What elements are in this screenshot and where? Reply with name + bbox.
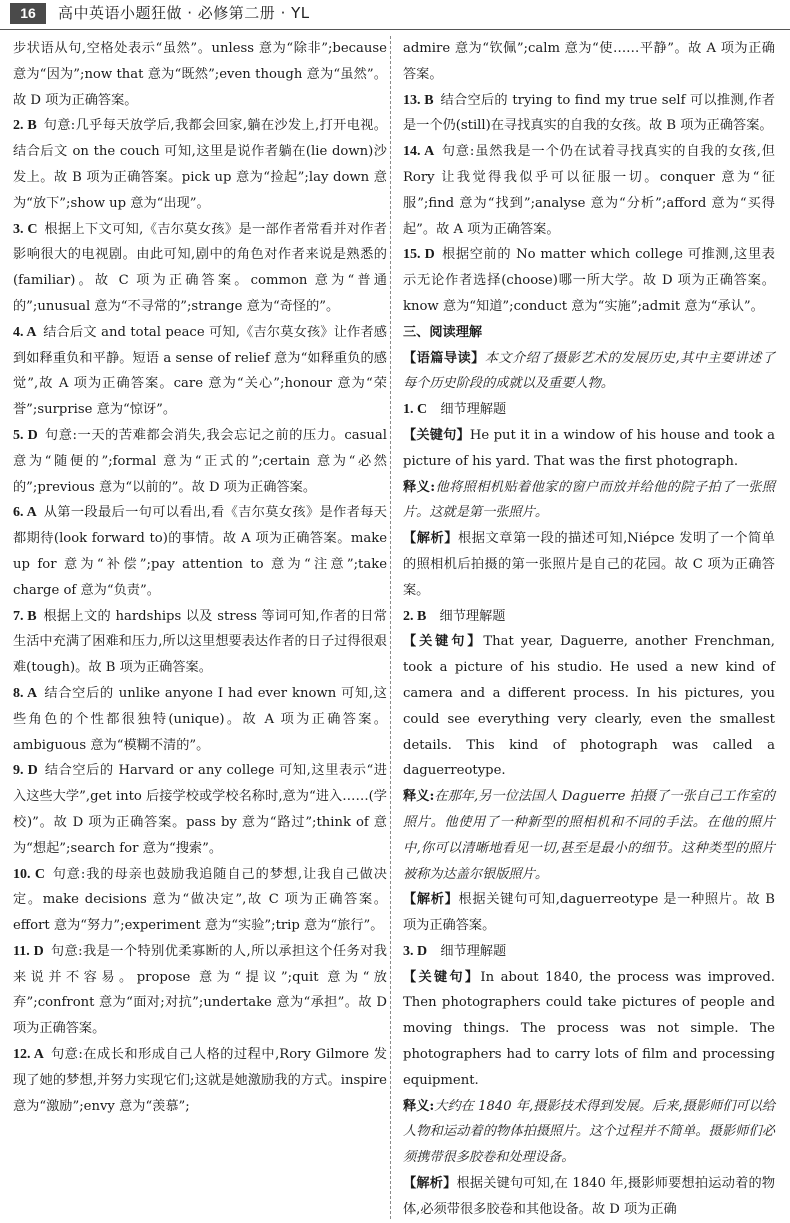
explanation-paragraph [403, 629, 775, 784]
answer-number: 4. A [13, 324, 37, 340]
column-divider [390, 36, 391, 1219]
answer-paragraph [13, 320, 387, 423]
answer-number: 3. C [13, 221, 38, 237]
answer-paragraph [403, 139, 775, 242]
answer-paragraph [13, 36, 387, 113]
answer-number: 6. A [13, 505, 37, 521]
right-column [403, 36, 775, 1223]
answer-paragraph [13, 862, 387, 939]
answer-paragraph [13, 1042, 387, 1119]
answer-text: 句意:几乎每天放学后,我都会回家,躺在沙发上,打开电视。结合后文 on the couch 可知,这里是说作者躺在(lie down)沙发上。故 B 项为正确答案。pick up 意为“捡起”;lay down 意为“放下”;show up 意为“出现”。 [13, 118, 387, 211]
answer-paragraph [13, 939, 387, 1042]
answer-text: admire 意为“钦佩”;calm 意为“使……平静”。故 A 项为正确答案。 [403, 41, 775, 82]
answer-number: 11. D [13, 943, 44, 959]
answer-paragraph [13, 500, 387, 603]
answer-number: 15. D [403, 247, 435, 263]
explanation-paragraph [403, 1094, 775, 1171]
explanation-tag: 【解析】 [403, 531, 459, 547]
answer-text: 根据空前的 No matter which college 可推测,这里表示无论作者选择(choose)哪一所大学。故 D 项为正确答案。know 意为“知道”;conduct 意为“实施”;admit 意为“承认”。 [403, 247, 775, 314]
answer-text: 句意:我的母亲也鼓励我追随自己的梦想,让我自己做决定。make decisions 意为“做决定”,故 C 项为正确答案。effort 意为“努力”;experiment 意为“实验”;trip 意为“旅行”。 [13, 866, 387, 934]
answer-text: 根据上下文可知,《吉尔莫女孩》是一部作者常看并对作者影响很大的电视剧。由此可知,剧中的角色对作者来说是熟悉的(familiar)。故 C 项为正确答案。common 意为“普通的”;unusual 意为“不寻常的”;strange 意为“奇怪的”。 [13, 221, 387, 314]
answer-text: 结合后文 and total peace 可知,《吉尔莫女孩》让作者感到如释重负和平静。短语 a sense of relief 意为“如释重负的感觉”,故 A 项为正确答案。care 意为“关心”;honour 意为“荣誉”;surprise 意为“惊讶”。 [13, 324, 387, 418]
explanation-paragraph [403, 1171, 775, 1223]
answer-paragraph [13, 423, 387, 500]
page-number: 16 [10, 3, 46, 24]
answer-paragraph [403, 36, 775, 88]
question-heading [403, 397, 775, 423]
explanation-tag: 释义: [403, 789, 435, 805]
answer-number: 7. B [13, 608, 37, 624]
explanation-text: 根据关键句可知,在 1840 年,摄影师要想拍运动着的物体,必须带很多胶卷和其他设备。故 D 项为正确 [403, 1176, 776, 1217]
explanation-paragraph [403, 965, 775, 1094]
explanation-tag: 【关键句】 [403, 634, 484, 650]
answer-number: 9. D [13, 763, 38, 779]
answer-paragraph [13, 113, 387, 216]
answer-number: 5. D [13, 427, 38, 443]
answer-number: 3. D [403, 943, 428, 959]
explanation-paragraph [403, 784, 775, 887]
answer-paragraph [403, 88, 775, 140]
explanation-tag: 【关键句】 [403, 969, 481, 985]
answer-text: 细节理解题 [439, 608, 506, 624]
explanation-tag: 【语篇导读】 [403, 350, 485, 366]
explanation-paragraph [403, 887, 775, 939]
answer-number: 2. B [13, 118, 37, 134]
explanation-text: 根据关键句可知,daguerreotype 是一种照片。故 B 项为正确答案。 [403, 892, 775, 934]
explanation-paragraph [403, 423, 775, 475]
page-header [0, 0, 790, 26]
explanation-tag: 【解析】 [403, 1176, 457, 1192]
answer-number: 10. C [13, 866, 46, 882]
explanation-text: 本文介绍了摄影艺术的发展历史,其中主要讲述了每个历史阶段的成就以及重要人物。 [403, 350, 775, 392]
answer-text: 句意:我是一个特别优柔寡断的人,所以承担这个任务对我来说并不容易。propose 意为“提议”;quit 意为“放弃”;confront 意为“面对;对抗”;undertake 意为“承担”。故 D 项为正确答案。 [13, 943, 387, 1037]
answer-number: 1. C [403, 402, 428, 418]
section-heading: 三、阅读理解 [403, 324, 483, 340]
answer-text: 句意:虽然我是一个仍在试着寻找真实的自我的女孩,但 Rory 让我觉得我似乎可以征服一切。conquer 意为“征服”;find 意为“找到”;analyse 意为“分析”;afford 意为“买得起”。故 A 项为正确答案。 [403, 144, 775, 237]
answer-text: 句意:一天的苦难都会消失,我会忘记之前的压力。casual 意为“随便的”;formal 意为“正式的”;certain 意为“必然的”;previous 意为“以前的”。故 D 项为正确答案。 [13, 427, 387, 495]
explanation-tag: 释义: [403, 1098, 435, 1114]
explanation-tag: 【关键句】 [403, 427, 470, 443]
answer-paragraph [13, 681, 387, 758]
answer-paragraph [13, 604, 387, 681]
answer-text: 结合空后的 Harvard or any college 可知,这里表示“进入这些大学”,get into 后接学校或学校名称时,意为“进入……(学校)”。故 D 项为正确答案。pass by 意为“路过”;think of 意为“想起”;search for 意为“搜索”。 [13, 763, 387, 856]
explanation-paragraph [403, 346, 775, 398]
answer-number: 13. B [403, 92, 434, 108]
question-heading [403, 939, 775, 965]
explanation-text: 大约在 1840 年,摄影技术得到发展。后来,摄影师们可以给人物和运动着的物体拍摄照片。这个过程并不简单。摄影师们必须携带很多胶卷和处理设备。 [403, 1098, 775, 1166]
header-rule [0, 29, 790, 30]
explanation-text: 他将照相机贴着他家的窗户而放并给他的院子拍了一张照片。这就是第一张照片。 [403, 479, 775, 521]
answer-paragraph [13, 758, 387, 861]
explanation-text: In about 1840, the process was improved. Then photographers could take pictures of people and moving things. The process was not simple. The photographers had to carry lots of film and processing equipment. [403, 969, 775, 1088]
answer-number: 2. B [403, 608, 427, 624]
question-heading [403, 604, 775, 630]
answer-paragraph [403, 242, 775, 319]
explanation-paragraph [403, 475, 775, 527]
running-title: 高中英语小题狂做 · 必修第二册 · YL [58, 4, 310, 22]
explanation-text: That year, Daguerre, another Frenchman, took a picture of his studio. He used a new kind of camera and a different process. In his pictures, you could see everything very clearly, even the smallest details. This kind of photograph was called a daguerreotype. [403, 634, 775, 779]
explanation-text: He put it in a window of his house and took a picture of his yard. That was the first photograph. [403, 427, 775, 469]
left-column [13, 36, 387, 1119]
answer-text: 细节理解题 [440, 943, 507, 959]
answer-number: 8. A [13, 685, 38, 701]
explanation-tag: 【解析】 [403, 892, 459, 908]
answer-text: 结合空后的 unlike anyone I had ever known 可知,这些角色的个性都很独特(unique)。故 A 项为正确答案。ambiguous 意为“模糊不清的”。 [13, 685, 387, 753]
explanation-text: 根据文章第一段的描述可知,Niépce 发明了一个简单的照相机后拍摄的第一张照片是自己的花园。故 C 项为正确答案。 [403, 531, 775, 598]
answer-text: 结合空后的 trying to find my true self 可以推测,作者是一个仍(still)在寻找真实的自我的女孩。故 B 项为正确答案。 [403, 92, 775, 134]
answer-text: 根据上文的 hardships 以及 stress 等词可知,作者的日常生活中充满了困难和压力,所以这里想要表达作者的日子过得很艰难(tough)。故 B 项为正确答案。 [13, 608, 387, 676]
answer-text: 句意:在成长和形成自己人格的过程中,Rory Gilmore 发现了她的梦想,并努力实现它们;这就是她激励我的方式。inspire 意为“激励”;envy 意为“羡慕”; [13, 1047, 387, 1114]
explanation-text: 在那年,另一位法国人 Daguerre 拍摄了一张自己工作室的照片。他使用了一种新型的照相机和不同的手法。在他的照片中,你可以清晰地看见一切,甚至是最小的细节。这种类型的照片被称为达盖尔银版照片。 [403, 789, 775, 882]
answer-text: 从第一段最后一句可以看出,看《吉尔莫女孩》是作者每天都期待(look forward to)的事情。故 A 项为正确答案。make up for 意为“补偿”;pay attention to 意为“注意”;take charge of 意为“负责”。 [13, 505, 387, 598]
answer-number: 12. A [13, 1047, 44, 1063]
answer-text: 步状语从句,空格处表示“虽然”。unless 意为“除非”;because 意为“因为”;now that 意为“既然”;even though 意为“虽然”。故 D 项为正确答案。 [13, 41, 387, 108]
answer-text: 细节理解题 [440, 402, 507, 418]
answer-number: 14. A [403, 144, 435, 160]
answer-paragraph [13, 217, 387, 320]
explanation-paragraph [403, 526, 775, 603]
explanation-tag: 释义: [403, 479, 436, 495]
